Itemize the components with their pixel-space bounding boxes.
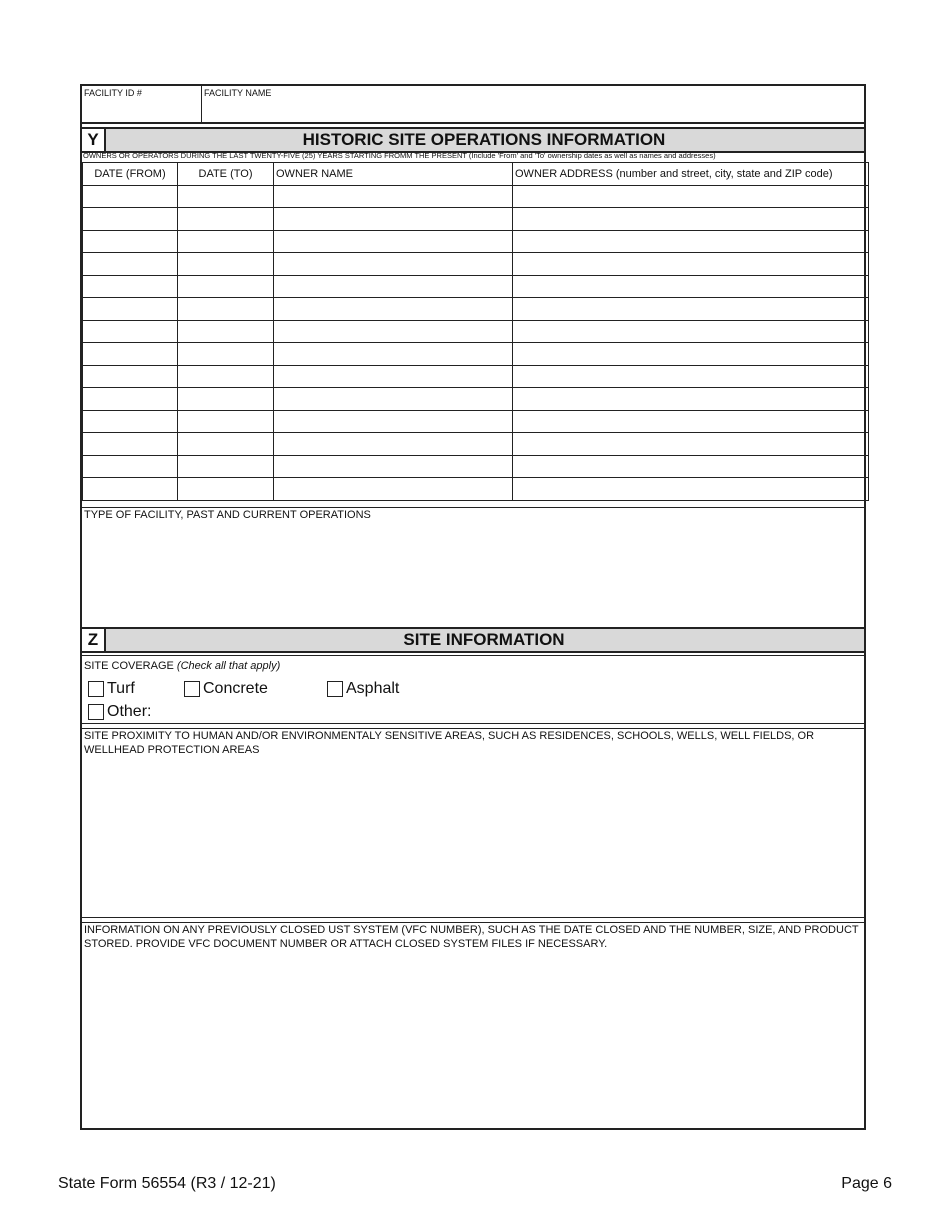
site-proximity-label: SITE PROXIMITY TO HUMAN AND/OR ENVIRONMENTALY SENSITIVE AREAS, SUCH AS RESIDENCES, SCHOOLS, WELLS, WELL FIELDS, OR WELLHEAD PROTECTION AREAS	[84, 730, 815, 756]
facility-id-field[interactable]	[82, 86, 202, 122]
date-from-cell[interactable]	[83, 320, 178, 343]
date-to-cell[interactable]	[178, 433, 274, 456]
date-from-cell[interactable]	[83, 410, 178, 433]
date-to-cell[interactable]	[178, 478, 274, 501]
site-coverage-hint: (Check all that apply)	[176, 660, 281, 672]
table-row	[83, 298, 869, 321]
owner-name-cell[interactable]	[274, 275, 513, 298]
table-row	[83, 230, 869, 253]
owner-address-cell[interactable]	[513, 185, 869, 208]
page-number: Page 6	[841, 1175, 892, 1192]
date-from-cell[interactable]	[83, 365, 178, 388]
section-y-title: HISTORIC SITE OPERATIONS INFORMATION	[302, 130, 666, 149]
owner-name-cell[interactable]	[274, 365, 513, 388]
table-row	[83, 320, 869, 343]
table-row	[83, 208, 869, 231]
divider	[82, 723, 864, 724]
owner-address-cell[interactable]	[513, 230, 869, 253]
coverage-other[interactable]	[88, 703, 151, 721]
col-date-to: DATE (TO)	[178, 163, 274, 186]
date-from-cell[interactable]	[83, 388, 178, 411]
facility-name-field[interactable]	[203, 86, 864, 122]
date-to-cell[interactable]	[178, 253, 274, 276]
section-y-header	[82, 127, 864, 153]
date-to-cell[interactable]	[178, 298, 274, 321]
date-to-cell[interactable]	[178, 185, 274, 208]
owner-name-cell[interactable]	[274, 433, 513, 456]
owner-name-cell[interactable]	[274, 388, 513, 411]
coverage-turf[interactable]	[88, 680, 135, 698]
form-id: State Form 56554 (R3 / 12-21)	[58, 1175, 276, 1192]
date-to-cell[interactable]	[178, 455, 274, 478]
date-from-cell[interactable]	[83, 433, 178, 456]
label-turf: Turf	[107, 680, 135, 697]
owner-name-cell[interactable]	[274, 343, 513, 366]
owner-address-cell[interactable]	[513, 298, 869, 321]
owners-instructions: OWNERS OR OPERATORS DURING THE LAST TWENTY-FIVE (25) YEARS STARTING FROMM THE PRESENT (Include 'From' and 'To' ownership dates as well as names and addresses)	[83, 151, 716, 160]
owner-address-cell[interactable]	[513, 455, 869, 478]
section-z-header	[82, 627, 864, 653]
table-row	[83, 433, 869, 456]
section-z-letter: Z	[82, 629, 106, 651]
owner-name-cell[interactable]	[274, 253, 513, 276]
site-proximity-field[interactable]	[82, 759, 864, 916]
table-row	[83, 185, 869, 208]
date-to-cell[interactable]	[178, 343, 274, 366]
divider	[82, 655, 864, 656]
col-owner-name: OWNER NAME	[274, 163, 513, 186]
owner-name-cell[interactable]	[274, 298, 513, 321]
date-from-cell[interactable]	[83, 478, 178, 501]
facility-id-label: FACILITY ID #	[84, 88, 142, 98]
owner-name-cell[interactable]	[274, 185, 513, 208]
divider	[82, 917, 864, 918]
owner-address-cell[interactable]	[513, 365, 869, 388]
closed-ust-label: INFORMATION ON ANY PREVIOUSLY CLOSED UST SYSTEM (VFC NUMBER), SUCH AS THE DATE CLOSED AND THE NUMBER, SIZE, AND PRODUCT STORED. PROVIDE VFC DOCUMENT NUMBER OR ATTACH CLOSED SYSTEM FILES IF NECESSARY.	[84, 924, 859, 950]
checkbox-concrete[interactable]	[184, 681, 200, 697]
table-row	[83, 275, 869, 298]
date-to-cell[interactable]	[178, 275, 274, 298]
table-row	[83, 388, 869, 411]
date-from-cell[interactable]	[83, 253, 178, 276]
date-from-cell[interactable]	[83, 208, 178, 231]
owner-address-cell[interactable]	[513, 433, 869, 456]
owner-name-cell[interactable]	[274, 455, 513, 478]
section-y-letter: Y	[82, 129, 106, 151]
label-other: Other:	[107, 703, 152, 720]
table-row	[83, 343, 869, 366]
date-from-cell[interactable]	[83, 230, 178, 253]
date-to-cell[interactable]	[178, 320, 274, 343]
checkbox-asphalt[interactable]	[327, 681, 343, 697]
date-from-cell[interactable]	[83, 275, 178, 298]
date-from-cell[interactable]	[83, 185, 178, 208]
facility-type-field[interactable]	[82, 522, 864, 626]
col-date-from: DATE (FROM)	[83, 163, 178, 186]
table-row	[83, 253, 869, 276]
table-row	[83, 478, 869, 501]
owner-name-cell[interactable]	[274, 410, 513, 433]
table-row	[83, 410, 869, 433]
owner-name-cell[interactable]	[274, 230, 513, 253]
owner-address-cell[interactable]	[513, 320, 869, 343]
label-concrete: Concrete	[203, 680, 268, 697]
checkbox-other[interactable]	[88, 704, 104, 720]
facility-type-label: TYPE OF FACILITY, PAST AND CURRENT OPERATIONS	[84, 509, 371, 521]
owner-address-cell[interactable]	[513, 253, 869, 276]
owner-address-cell[interactable]	[513, 208, 869, 231]
date-from-cell[interactable]	[83, 298, 178, 321]
divider	[82, 122, 864, 124]
owners-table	[82, 162, 869, 501]
form-page	[80, 84, 866, 1130]
site-coverage-text: SITE COVERAGE	[84, 660, 174, 672]
date-to-cell[interactable]	[178, 230, 274, 253]
owner-name-cell[interactable]	[274, 208, 513, 231]
checkbox-turf[interactable]	[88, 681, 104, 697]
owner-address-cell[interactable]	[513, 275, 869, 298]
owner-name-cell[interactable]	[274, 320, 513, 343]
date-to-cell[interactable]	[178, 388, 274, 411]
date-to-cell[interactable]	[178, 365, 274, 388]
owners-header-row	[83, 163, 869, 186]
date-from-cell[interactable]	[83, 455, 178, 478]
owner-address-cell[interactable]	[513, 343, 869, 366]
facility-name-label: FACILITY NAME	[204, 88, 272, 98]
label-asphalt: Asphalt	[346, 680, 400, 697]
date-to-cell[interactable]	[178, 208, 274, 231]
owner-address-cell[interactable]	[513, 388, 869, 411]
date-to-cell[interactable]	[178, 410, 274, 433]
owner-address-cell[interactable]	[513, 478, 869, 501]
site-coverage-label	[84, 659, 280, 673]
coverage-asphalt[interactable]	[327, 680, 399, 698]
owner-name-cell[interactable]	[274, 478, 513, 501]
table-row	[83, 365, 869, 388]
date-from-cell[interactable]	[83, 343, 178, 366]
closed-ust-field[interactable]	[82, 952, 864, 1128]
col-owner-address: OWNER ADDRESS (number and street, city, state and ZIP code)	[513, 163, 869, 186]
table-row	[83, 455, 869, 478]
owner-address-cell[interactable]	[513, 410, 869, 433]
coverage-concrete[interactable]	[184, 680, 268, 698]
section-z-title: SITE INFORMATION	[403, 630, 565, 649]
